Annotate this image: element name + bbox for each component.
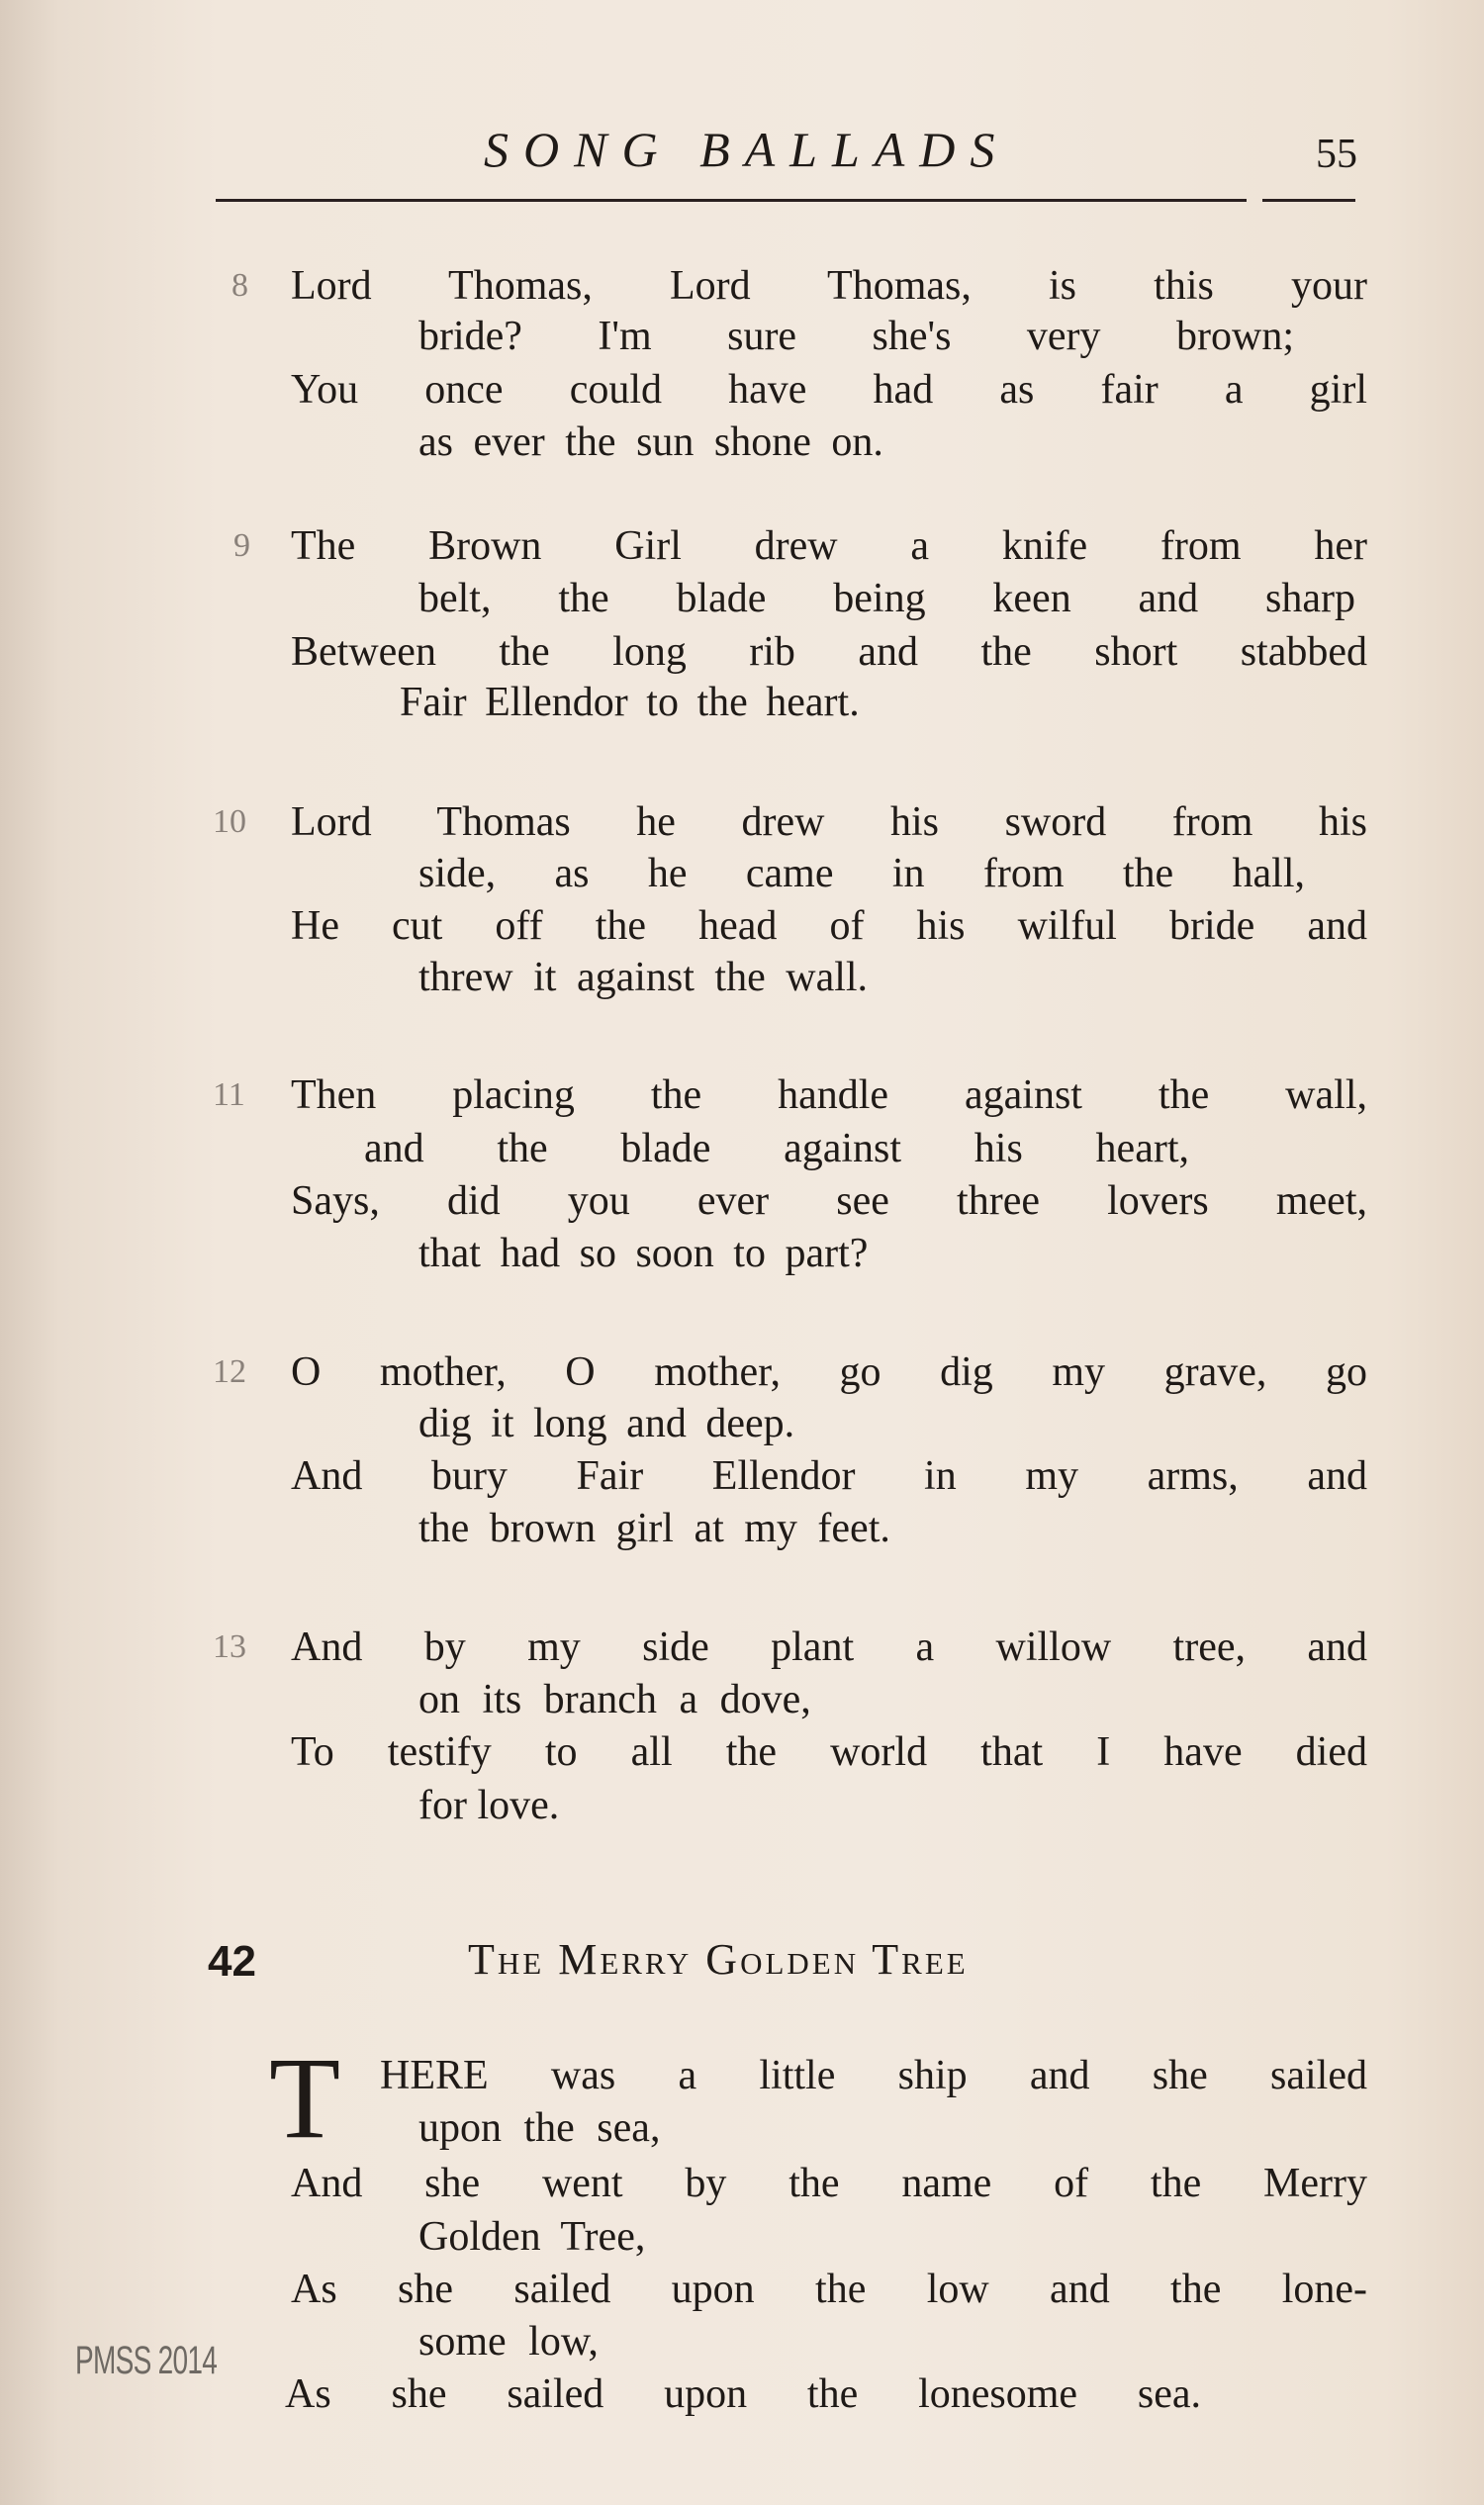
- verse-line: O mother, O mother, go dig my grave, go: [291, 1349, 1367, 1395]
- verse-line: and the blade against his heart,: [364, 1126, 1189, 1171]
- verse-line: belt, the blade being keen and sharp: [418, 576, 1355, 621]
- verse-line: side, as he came in from the hall,: [418, 851, 1305, 896]
- verse-line: Lord Thomas he drew his sword from his: [291, 799, 1367, 845]
- verse-line: as ever the sun shone on.: [418, 419, 883, 465]
- verse-line: As she sailed upon the low and the lone-: [291, 2267, 1367, 2312]
- verse-line: Then placing the handle against the wall,: [291, 1072, 1367, 1118]
- stanza-number: 13: [213, 1628, 246, 1665]
- stanza-number: 12: [213, 1353, 246, 1390]
- verse-line: The Brown Girl drew a knife from her: [291, 523, 1367, 569]
- verse-line: Golden Tree,: [418, 2214, 646, 2260]
- running-title: SONG BALLADS: [484, 122, 1010, 177]
- watermark: PMSS 2014: [75, 2339, 218, 2382]
- verse-line: To testify to all the world that I have died: [291, 1729, 1367, 1775]
- verse-line: And bury Fair Ellendor in my arms, and: [291, 1453, 1367, 1499]
- verse-line: that had so soon to part?: [418, 1231, 869, 1276]
- verse-line: on its branch a dove,: [418, 1677, 811, 1722]
- verse-line: bride? I'm sure she's very brown;: [418, 314, 1294, 359]
- verse-line: some low,: [418, 2319, 599, 2365]
- verse-line: HERE was a little ship and she sailed: [380, 2053, 1367, 2098]
- verse-line: Lord Thomas, Lord Thomas, is this your: [291, 263, 1367, 309]
- verse-line: dig it long and deep.: [418, 1401, 795, 1446]
- verse-line: And she went by the name of the Merry: [291, 2161, 1367, 2206]
- verse-line: threw it against the wall.: [418, 955, 869, 1000]
- stanza-number: 11: [213, 1076, 245, 1113]
- verse-line: He cut off the head of his wilful bride and: [291, 903, 1367, 949]
- header-rule-short: [1262, 199, 1355, 202]
- header-rule: [216, 199, 1247, 202]
- verse-line: upon the sea,: [418, 2105, 661, 2151]
- song-number: 42: [208, 1937, 256, 1986]
- stanza-number: 10: [213, 803, 246, 840]
- verse-line: As she sailed upon the lonesome sea.: [285, 2371, 1201, 2417]
- stanza-number: 8: [232, 267, 248, 304]
- stanza-number: 9: [233, 527, 250, 564]
- verse-line: And by my side plant a willow tree, and: [291, 1624, 1367, 1670]
- verse-line: for love.: [418, 1783, 560, 1828]
- verse-line: Says, did you ever see three lovers meet,: [291, 1178, 1367, 1224]
- page-number: 55: [1316, 132, 1357, 177]
- verse-line: You once could have had as fair a girl: [291, 367, 1367, 413]
- verse-line: Between the long rib and the short stabbed: [291, 629, 1367, 675]
- verse-line: the brown girl at my feet.: [418, 1506, 890, 1551]
- song-title: The Merry Golden Tree: [468, 1935, 969, 1984]
- drop-cap: T: [269, 2033, 341, 2163]
- verse-line: Fair Ellendor to the heart.: [400, 680, 860, 725]
